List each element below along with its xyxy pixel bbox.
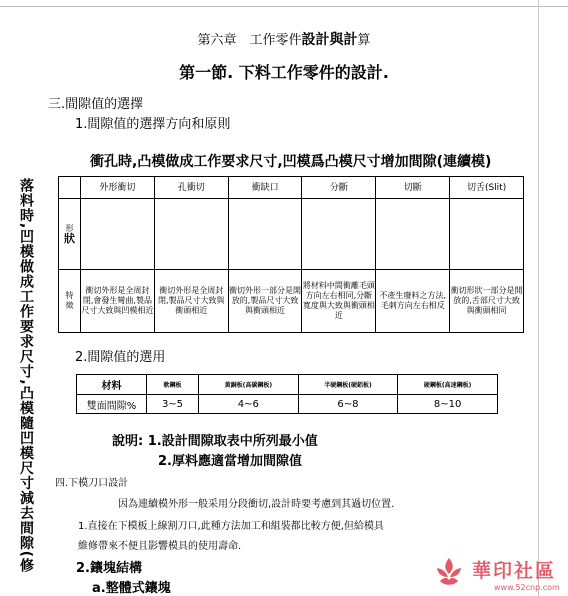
shape-cell — [450, 199, 524, 270]
table-row-label: 雙面間隙% — [77, 395, 147, 414]
note-line-1: 說明: 1.設計間隙取表中所列最小值 — [112, 434, 318, 449]
watermark-url: www.52cnp.com — [494, 583, 560, 592]
table-header-cell: 硬鋼板(高速鋼板) — [398, 375, 498, 395]
feature-row — [59, 270, 524, 333]
feature-label-char: 特 — [65, 291, 74, 300]
table-header-row — [59, 177, 524, 199]
feature-cell: 不產生廢料之方法,毛刺方向左右相反 — [376, 270, 450, 333]
right-margin-line — [538, 0, 539, 596]
table-header-cell: 材料 — [77, 375, 147, 395]
note-line-2: 2.厚料應適當增加間隙值 — [158, 454, 302, 469]
section-title: 第一節. 下料工作零件的設計. — [179, 63, 389, 82]
heading-3-2: 2.間隙值的選用 — [75, 350, 166, 365]
shape-cell — [154, 199, 228, 270]
flower-logo-icon — [432, 555, 466, 589]
chapter-prefix: 第六章 工作零件 — [197, 33, 302, 48]
heading-3-1: 1.間隙值的選擇方向和原則 — [75, 117, 231, 132]
table-header-cell: 孔衝切 — [154, 177, 228, 199]
table-header-cell: 切舌(Slit) — [450, 177, 524, 199]
clearance-table — [76, 374, 498, 414]
table-cell: 8~10 — [398, 395, 498, 414]
table-header-cell: 外形衝切 — [81, 177, 155, 199]
paragraph-1: 因為連續模外形一般采用分段衝切,設計時要考慮到其過切位置. — [118, 499, 395, 510]
table-header-cell: 衝缺口 — [228, 177, 302, 199]
feature-cell: 衝切外形一部分是開放的,製品尺寸大致與衝頭相近 — [228, 270, 302, 333]
feature-row-label — [59, 270, 81, 333]
table-cell: 4~6 — [199, 395, 299, 414]
table-row — [77, 395, 498, 414]
shape-label-char: 狀 — [64, 232, 75, 245]
shape-row — [59, 199, 524, 270]
paragraph-3: 維修帶來不便且影響模具的使用壽命. — [78, 541, 242, 552]
table-header-cell: 軟鋼板 — [147, 375, 199, 395]
table-cell: 3~5 — [147, 395, 199, 414]
table-cell: 6~8 — [298, 395, 398, 414]
heading-6: a.整體式鑲塊 — [92, 581, 171, 596]
feature-label-char: 徵 — [65, 301, 74, 310]
vertical-side-text: 落料時,凹模做成工作要求尺寸,凸模隨凹模尺寸減去間隙(修 — [18, 178, 34, 574]
paragraph-2: 1.直接在下模板上線割刀口,此種方法加工和組裝都比較方便,但給模具 — [78, 521, 384, 532]
shape-cell — [302, 199, 376, 270]
table-header-row — [77, 375, 498, 395]
heading-5: 2.鑲塊結構 — [76, 561, 142, 576]
table-header-cell: 黃銅板(高碳鋼板) — [199, 375, 299, 395]
heading-3: 三.間隙值的選擇 — [48, 97, 144, 112]
feature-cell: 將材料中間衝離毛頭方向左右相同,分斷寬度與大致與衝頭相近 — [302, 270, 376, 333]
chapter-heading — [0, 29, 568, 49]
table-header-cell: 切斷 — [376, 177, 450, 199]
shape-cell — [376, 199, 450, 270]
shape-cell — [228, 199, 302, 270]
table-header-cell: 半硬鋼板(硬鋁板) — [298, 375, 398, 395]
chapter-bold: 設計與計 — [301, 32, 358, 48]
shape-cell — [81, 199, 155, 270]
chapter-suffix: 算 — [357, 33, 371, 48]
punching-rule-text: 衝孔時,凸模做成工作要求尺寸,凹模爲凸模尺寸增加間隙(連續模) — [90, 154, 492, 170]
watermark — [432, 555, 568, 596]
feature-cell: 衝切外形是全周封閉,製品尺寸大致與衝頭相近 — [154, 270, 228, 333]
shape-label-char: 形 — [65, 224, 74, 233]
table-header-cell — [59, 177, 81, 199]
feature-cell: 衝切形狀一部分是開放的,舌部尺寸大致與衝頭相同 — [450, 270, 524, 333]
table-header-cell: 分斷 — [302, 177, 376, 199]
shape-row-label — [59, 199, 81, 270]
watermark-name: 華印社區 — [472, 560, 557, 582]
feature-cell: 衝切外形是全周封閉,會發生彎曲,製品尺寸大致與凹模相近 — [81, 270, 155, 333]
heading-4: 四.下模刀口設計 — [55, 478, 129, 489]
top-divider — [0, 6, 568, 7]
cutting-types-table — [58, 176, 524, 333]
